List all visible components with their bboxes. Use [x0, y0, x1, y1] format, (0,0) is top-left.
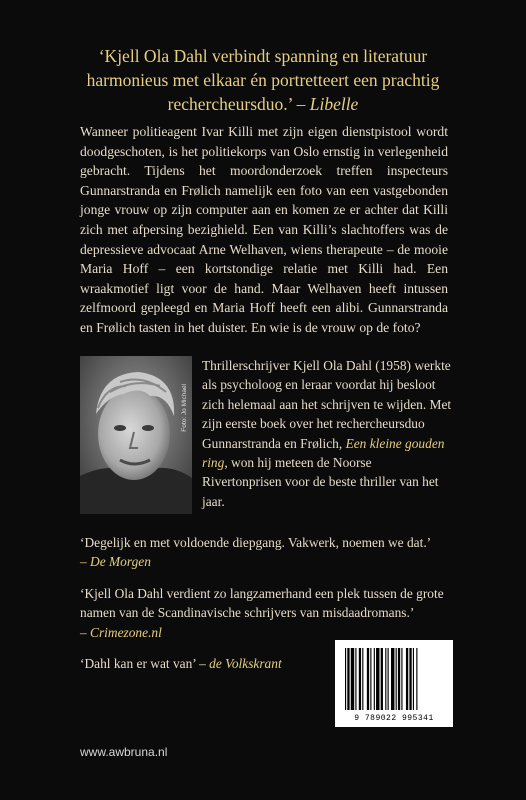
author-bio: [202, 356, 452, 511]
headline-quote: [70, 44, 456, 116]
review-quote-text: ‘Degelijk en met voldoende diepgang. Vakwerk, noemen we dat.’: [80, 535, 432, 550]
author-photo: [80, 356, 192, 514]
review-quote-source: – Crimezone.nl: [80, 624, 162, 640]
review-quote-text: ‘Dahl kan er wat van’ –: [80, 656, 206, 672]
headline-quote-text: ‘Kjell Ola Dahl verbindt spanning en literatuur harmonieus met elkaar én portretteert een prachtig rechercheursduo.’ –: [86, 46, 440, 114]
author-bio-text-end: , won hij meteen de Noorse Rivertonprisen voor de beste thriller van het jaar.: [202, 455, 439, 509]
barcode-bars: [335, 640, 453, 716]
author-bio-book-title: Een kleine gouden ring: [202, 435, 445, 471]
review-quote-text: ‘Kjell Ola Dahl verdient zo langzamerhand een plek tussen de grote namen van de Scandinavische schrijvers van misdaadromans.’: [80, 585, 444, 621]
review-quote-source: – De Morgen: [80, 554, 151, 570]
headline-quote-source: Libelle: [309, 94, 359, 114]
author-bio-text: Thrillerschrijver Kjell Ola Dahl (1958) werkte als psycholoog en leraar voordat hij besloot zich helemaal aan het schrijven te wijden. Met zijn eerste boek over het rechercheursduo Gunnarstranda en Frølich,: [202, 358, 452, 451]
publisher-website: www.awbruna.nl: [80, 745, 168, 759]
review-quote: [80, 533, 450, 572]
author-portrait-image: [80, 356, 192, 514]
isbn-barcode: [335, 640, 453, 727]
review-quote: [80, 584, 450, 642]
photo-credit: Foto: Jo Michael: [181, 384, 188, 432]
review-quote-source: de Volkskrant: [209, 656, 282, 672]
synopsis-text: Wanneer politieagent Ivar Killi met zijn eigen dienstpistool wordt doodgeschoten, is het politiekorps van Oslo ernstig in verlegenheid gebracht. Tijdens het moordonderzoek treffen inspecteurs Gunnarstranda en Frølich namelijk een foto van een vastgebonden jonge vrouw op zijn computer aan en komen ze er achter dat Killi zich met afpersing bezighield. Een van Killi’s slachtoffers was de depressieve advocaat Arne Welhaven, wiens therapeute – de mooie Maria Hoff – een kortstondige relatie met Killi had. Een wraakmotief ligt voor de hand. Maar Welhaven heeft intussen zelfmoord gepleegd en Maria Hoff heeft een alibi. Gunnarstranda en Frølich tasten in het duister. En wie is de vrouw op de foto?: [80, 124, 448, 335]
barcode-number: 9 789022 995341: [354, 714, 434, 723]
